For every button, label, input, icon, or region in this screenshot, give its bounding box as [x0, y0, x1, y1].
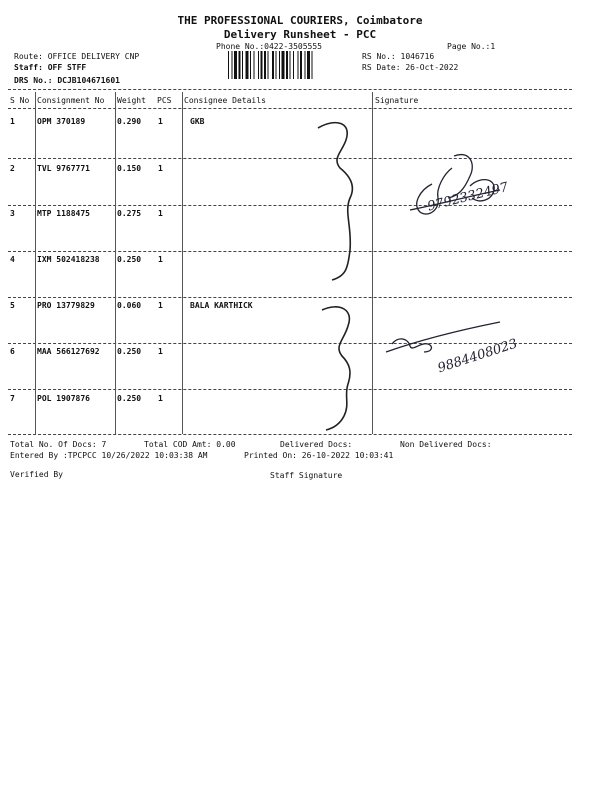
row-weight: 0.250: [117, 255, 142, 264]
row-weight: 0.290: [117, 117, 142, 126]
column-divider: [182, 92, 183, 434]
delivered-docs: Delivered Docs:: [280, 440, 353, 449]
barcode-bar: [254, 51, 255, 79]
row-weight: 0.275: [117, 209, 142, 218]
row-pcs: 1: [158, 301, 163, 310]
verified-by: Verified By: [10, 470, 63, 479]
drs-number: [14, 76, 120, 85]
printed-on: Printed On: 26-10-2022 10:03:41: [244, 451, 394, 460]
page-number: Page No.:1: [447, 42, 496, 51]
barcode-bar: [282, 51, 285, 79]
phone-number: Phone No.:0422-3505555: [216, 42, 322, 51]
row-consignment: MAA 566127692: [37, 347, 100, 356]
row-pcs: 1: [158, 347, 163, 356]
barcode-bar: [246, 51, 249, 79]
barcode-bar: [312, 51, 313, 79]
barcode-bar: [261, 51, 263, 79]
col-header-consignee: Consignee Details: [184, 96, 266, 105]
col-header-weight: Weight: [117, 96, 146, 105]
column-divider: [115, 92, 116, 434]
row-pcs: 1: [158, 255, 163, 264]
row-weight: 0.060: [117, 301, 142, 310]
row-consignee: BALA KARTHICK: [190, 301, 253, 310]
row-sno: 5: [10, 301, 15, 310]
row-consignment: PRO 13779829: [37, 301, 95, 310]
barcode-bar: [228, 51, 229, 79]
row-rule: [8, 205, 572, 206]
row-sno: 4: [10, 255, 15, 264]
drs-value: DCJB104671601: [57, 76, 120, 85]
row-rule: [8, 158, 572, 159]
barcode-bar: [242, 51, 243, 79]
row-sno: 6: [10, 347, 15, 356]
col-header-pcs: PCS: [157, 96, 172, 105]
barcode-bar: [232, 51, 233, 79]
row-rule: [8, 251, 572, 252]
row-weight: 0.250: [117, 394, 142, 403]
brace-mark: [318, 123, 352, 280]
column-divider: [372, 92, 373, 434]
row-pcs: 1: [158, 164, 163, 173]
barcode-bar: [307, 51, 310, 79]
barcode-bar: [286, 51, 288, 79]
row-pcs: 1: [158, 394, 163, 403]
entered-by: Entered By :TPCPCC 10/26/2022 10:03:38 AM: [10, 451, 208, 460]
handwritten-phone-1: 9792332497: [426, 179, 510, 215]
row-sno: 2: [10, 164, 15, 173]
barcode-bar: [290, 51, 291, 79]
row-sno: 3: [10, 209, 15, 218]
row-consignment: OPM 370189: [37, 117, 86, 126]
row-consignee: GKB: [190, 117, 205, 126]
rs-date: RS Date: 26-Oct-2022: [362, 63, 459, 72]
row-consignment: MTP 1188475: [37, 209, 90, 218]
table-bottom-rule: [8, 434, 572, 435]
non-delivered-docs: Non Delivered Docs:: [400, 440, 492, 449]
route: Route: OFFICE DELIVERY CNP: [14, 52, 140, 61]
rs-number: RS No.: 1046716: [362, 52, 435, 61]
column-divider: [35, 92, 36, 434]
barcode-bar: [272, 51, 274, 79]
col-header-consignment: Consignment No: [37, 96, 105, 105]
barcode-bar: [264, 51, 266, 79]
row-pcs: 1: [158, 209, 163, 218]
handwritten-phone-2: 9884408023: [436, 336, 520, 377]
barcode-bar: [239, 51, 241, 79]
barcode-bar: [250, 51, 251, 79]
row-sno: 7: [10, 394, 15, 403]
col-header-sno: S No: [10, 96, 30, 105]
total-docs: Total No. Of Docs: 7: [10, 440, 107, 449]
row-sno: 1: [10, 117, 15, 126]
col-header-signature: Signature: [375, 96, 419, 105]
staff-signature: Staff Signature: [270, 471, 343, 480]
drs-label: DRS No.:: [14, 76, 58, 85]
row-pcs: 1: [158, 117, 163, 126]
brace-mark: [322, 307, 350, 430]
row-weight: 0.150: [117, 164, 142, 173]
barcode-bar: [298, 51, 299, 79]
barcode-bar: [293, 51, 294, 79]
total-cod-amount: Total COD Amt: 0.00: [144, 440, 236, 449]
barcode-bar: [305, 51, 306, 79]
row-consignment: IXM 502418238: [37, 255, 100, 264]
row-rule: [8, 389, 572, 390]
barcode-bar: [234, 51, 237, 79]
barcode-bar: [268, 51, 269, 79]
barcode-bar: [258, 51, 259, 79]
barcode: [228, 51, 354, 79]
barcode-bar: [276, 51, 277, 79]
barcode-bar: [300, 51, 302, 79]
row-consignment: POL 1907876: [37, 394, 90, 403]
header-rule: [8, 108, 572, 109]
document-title: Delivery Runsheet - PCC: [223, 28, 377, 41]
company-name: THE PROFESSIONAL COURIERS, Coimbatore: [177, 14, 423, 27]
row-rule: [8, 297, 572, 298]
staff: Staff: OFF STFF: [14, 63, 87, 72]
table-top-rule: [8, 89, 572, 90]
row-weight: 0.250: [117, 347, 142, 356]
barcode-bar: [279, 51, 280, 79]
row-rule: [8, 343, 572, 344]
row-consignment: TVL 9767771: [37, 164, 90, 173]
